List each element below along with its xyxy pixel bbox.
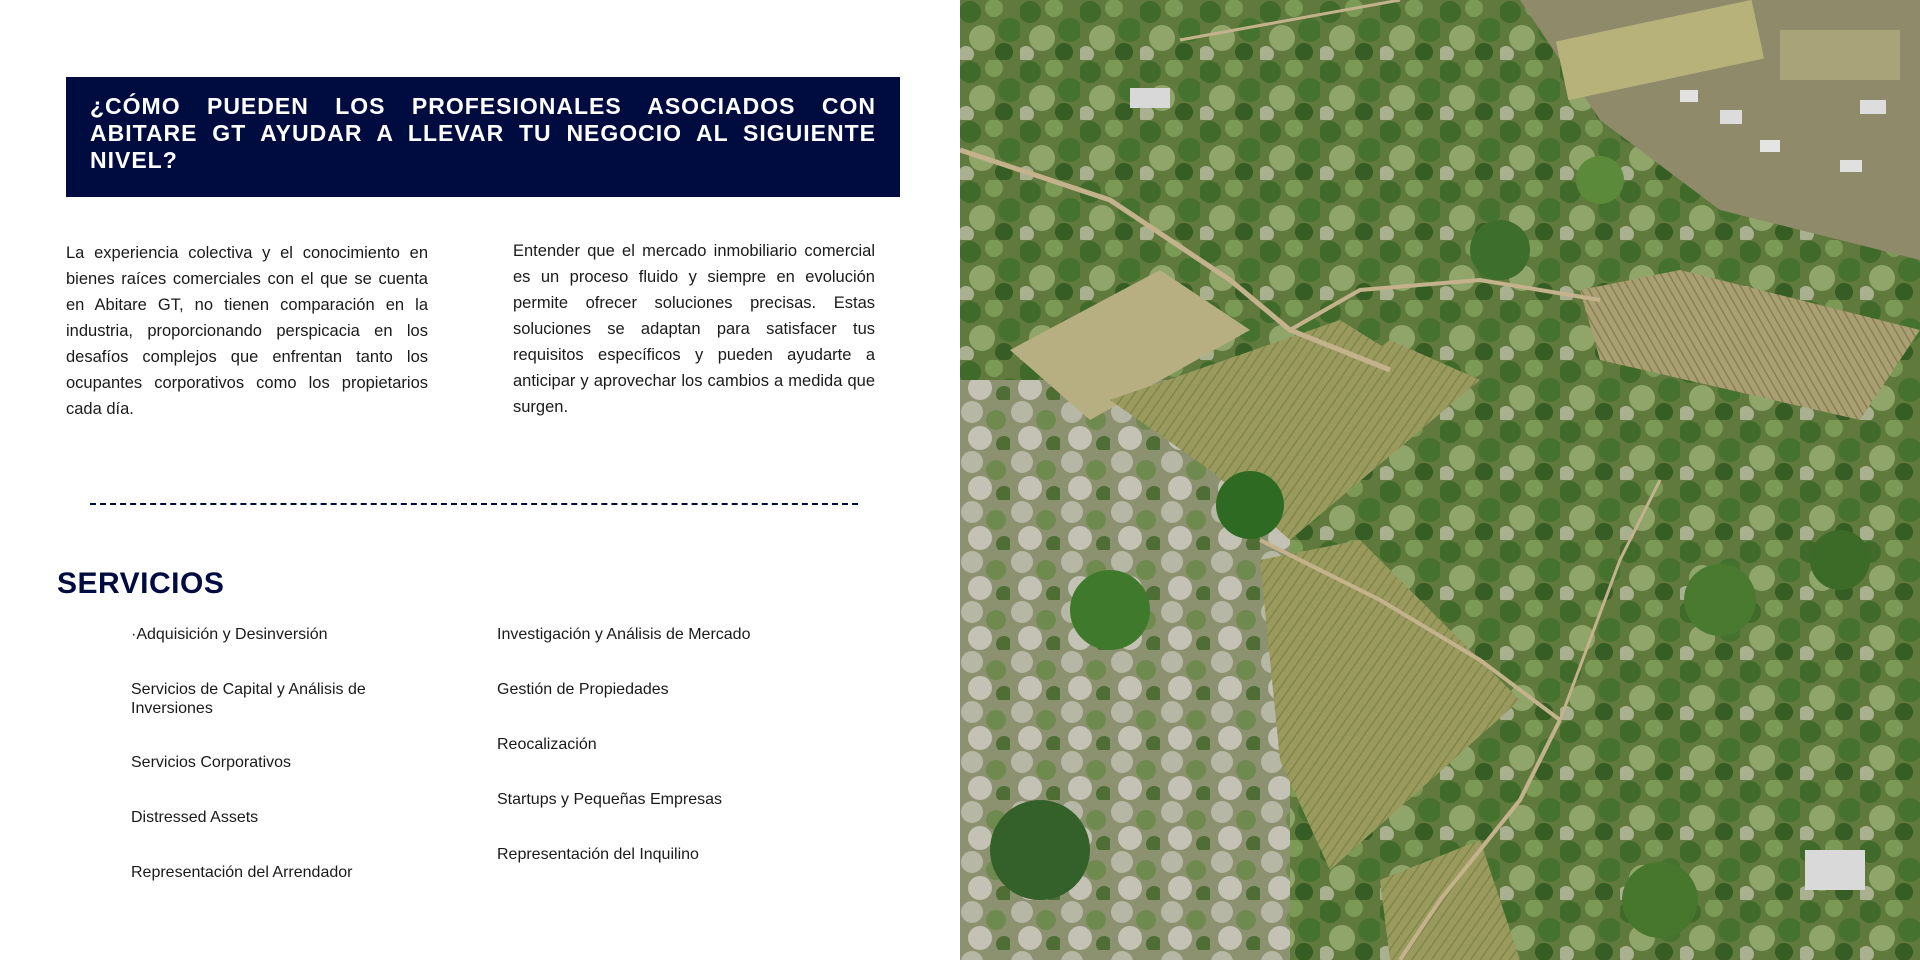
service-item: Startups y Pequeñas Empresas bbox=[497, 791, 723, 808]
intro-paragraph-right: Entender que el mercado inmobiliario comercial es un proceso fluido y siempre en evolución permite ofrecer soluciones precisas. Estas soluciones se adaptan para satisfacer tus requisitos específicos y pueden ayudarte a anticipar y aprovechar los cambios a medida que surgen. bbox=[513, 242, 875, 416]
service-item: Gestión de Propiedades bbox=[497, 681, 669, 698]
services-title: SERVICIOS bbox=[57, 567, 225, 600]
service-item: Servicios Corporativos bbox=[131, 754, 292, 771]
service-item: Representación del Inquilino bbox=[497, 846, 699, 863]
service-item: Investigación y Análisis de Mercado bbox=[497, 626, 751, 643]
service-item: Reocalización bbox=[497, 736, 597, 753]
aerial-photo bbox=[960, 0, 1920, 960]
services-column-left bbox=[131, 625, 431, 918]
headline-title: ¿CÓMO PUEDEN LOS PROFESIONALES ASOCIADOS CON ABITARE GT AYUDAR A LLEVAR TU NEGOCIO AL SIGUIENTE NIVEL? bbox=[90, 93, 876, 173]
intro-paragraph-left: La experiencia colectiva y el conocimiento en bienes raíces comerciales con el que se cuenta en Abitare GT, no tienen comparación en la industria, proporcionando perspicacia en los desafíos complejos que enfrentan tanto los ocupantes corporativos como los propietarios cada día. bbox=[66, 244, 428, 418]
dashed-divider bbox=[90, 503, 858, 505]
service-item: Distressed Assets bbox=[131, 809, 259, 826]
service-item: ·Adquisición y Desinversión bbox=[131, 626, 328, 643]
headline-banner bbox=[66, 77, 900, 197]
aerial-landscape-illustration bbox=[960, 0, 1920, 960]
service-item: Representación del Arrendador bbox=[131, 864, 353, 881]
service-item: Servicios de Capital y Análisis de Inversiones bbox=[131, 681, 366, 717]
services-column-right bbox=[497, 625, 797, 900]
